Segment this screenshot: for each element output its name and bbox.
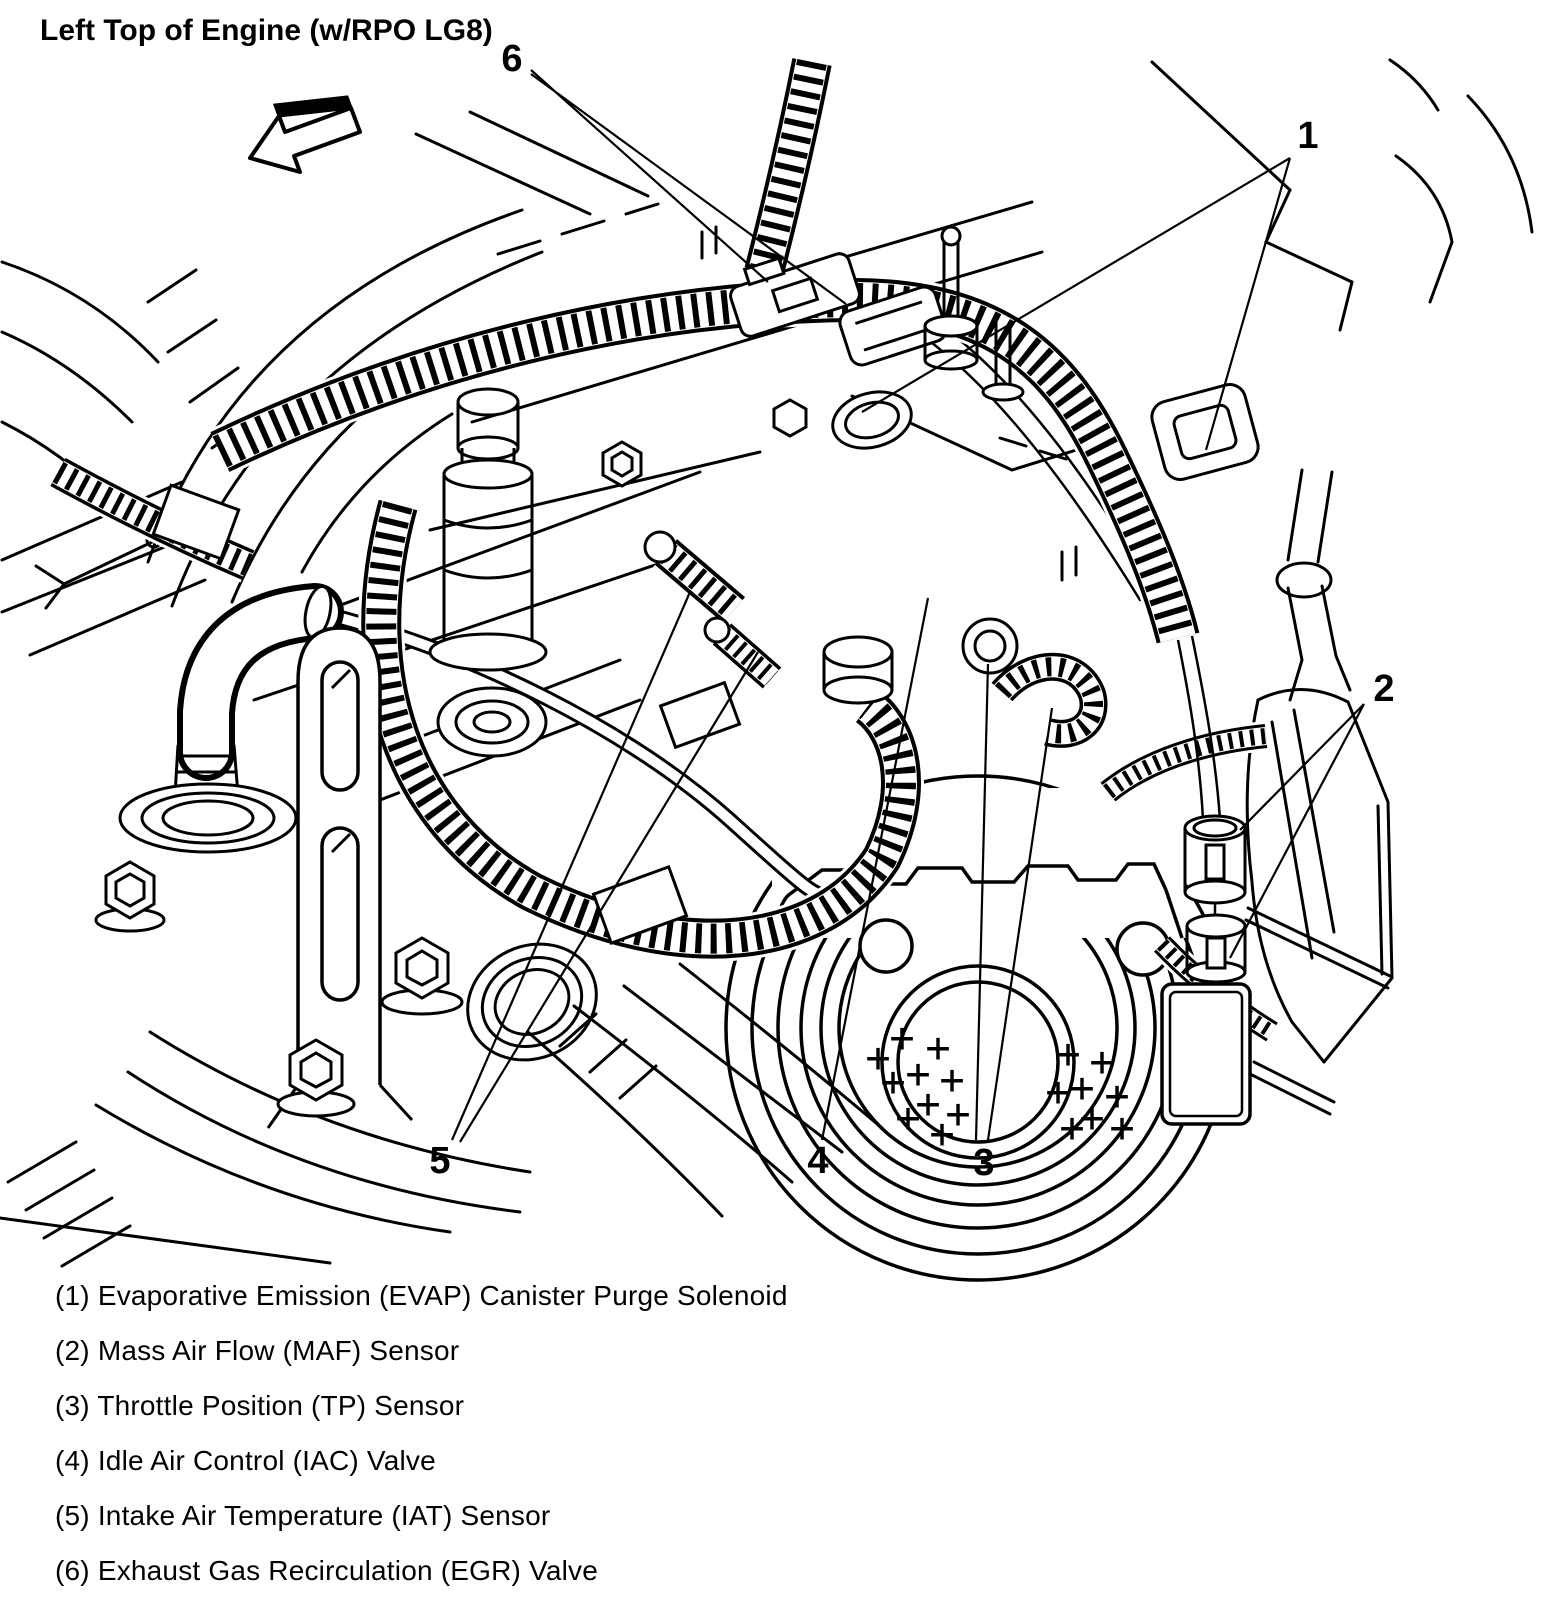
svg-text:+: + (895, 1093, 921, 1142)
legend-item-3-number: (3) (55, 1390, 90, 1421)
wiring-loom-top-branch (764, 62, 812, 272)
svg-text:+: + (945, 1089, 971, 1138)
legend-item-2 (55, 1335, 459, 1367)
svg-text:+: + (1059, 1103, 1085, 1152)
hatch-marks (865, 1013, 1134, 1158)
legend-item-4 (55, 1445, 436, 1477)
svg-text:+: + (1089, 1037, 1115, 1086)
egr-valve (430, 389, 546, 756)
svg-text:+: + (1055, 1029, 1081, 1078)
callout-4-marker: 4 (807, 1140, 829, 1182)
legend-item-1-number: (1) (55, 1280, 90, 1311)
svg-text:+: + (889, 1013, 915, 1062)
iat-sensor (645, 532, 772, 678)
legend-item-2-label: Mass Air Flow (MAF) Sensor (97, 1335, 460, 1366)
harness-clip-connector (1148, 381, 1261, 483)
solenoid-port (826, 384, 917, 457)
legend-item-3-label: Throttle Position (TP) Sensor (97, 1390, 465, 1421)
legend-item-5-label: Intake Air Temperature (IAT) Sensor (97, 1500, 551, 1531)
callout-3-marker: 3 (973, 1142, 995, 1184)
svg-text:+: + (905, 1049, 931, 1098)
legend-item-5-number: (5) (55, 1500, 90, 1531)
legend-item-6-number: (6) (55, 1555, 90, 1586)
svg-text:+: + (1109, 1103, 1135, 1152)
svg-text:+: + (939, 1055, 965, 1104)
legend-item-5 (55, 1500, 550, 1532)
legend-item-3 (55, 1390, 464, 1422)
legend-item-6-label: Exhaust Gas Recirculation (EGR) Valve (97, 1555, 598, 1586)
svg-text:+: + (1069, 1063, 1095, 1112)
svg-text:+: + (925, 1023, 951, 1072)
callout-2-marker: 2 (1373, 668, 1395, 710)
callout-6-marker: 6 (501, 38, 523, 80)
page-title: Left Top of Engine (w/RPO LG8) (40, 14, 493, 47)
maf-sensor-connector-upper (1185, 816, 1245, 903)
wiring-loom-curl (1002, 667, 1094, 734)
svg-text:+: + (1045, 1067, 1071, 1116)
svg-text:+: + (915, 1079, 941, 1128)
svg-text:+: + (880, 1057, 906, 1106)
legend-item-1-label: Evaporative Emission (EVAP) Canister Purge Solenoid (97, 1280, 788, 1311)
maf-sensor-connector-lower (1187, 915, 1245, 982)
legend-item-6 (55, 1555, 598, 1587)
svg-text:+: + (929, 1109, 955, 1158)
maf-sensor-body (1162, 984, 1250, 1124)
legend-item-2-number: (2) (55, 1335, 90, 1366)
view-direction-arrow-icon (250, 97, 360, 172)
svg-text:+: + (1104, 1071, 1130, 1120)
callout-5-marker: 5 (429, 1140, 451, 1182)
left-wire-fork (36, 533, 161, 608)
legend-item-4-number: (4) (55, 1445, 90, 1476)
svg-text:+: + (865, 1033, 891, 1082)
callout-1-marker: 1 (1297, 115, 1319, 157)
svg-text:+: + (1079, 1093, 1105, 1142)
legend-item-4-label: Idle Air Control (IAC) Valve (97, 1445, 436, 1476)
legend-item-1 (55, 1280, 788, 1312)
wiring-loom-small-1 (1108, 736, 1266, 792)
